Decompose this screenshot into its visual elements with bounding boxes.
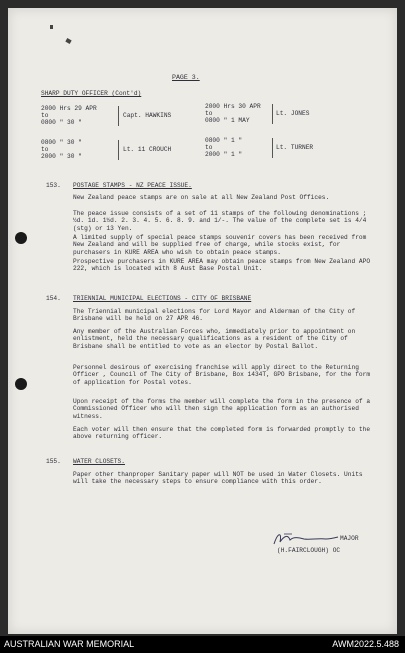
- paragraph: Personnel desirous of exercising franchise will apply direct to the Returning Officer , Council of The City of Brisbane, Box 1434T, GPO Brisbane, for the form of application for Postal votes.: [73, 364, 371, 386]
- bracket: [272, 104, 273, 124]
- roster-to: to: [205, 144, 213, 151]
- roster-to: to: [41, 146, 49, 153]
- punch-hole-top: [15, 232, 27, 244]
- roster-officer: Lt. 11 CROUCH: [123, 146, 172, 153]
- paragraph: New Zealand peace stamps are on sale at all New Zealand Post Offices.: [73, 194, 330, 201]
- roster-until: 0800 " 1 MAY: [205, 117, 250, 124]
- document-page: [8, 8, 397, 634]
- paragraph: A limited supply of special peace stamps souvenir covers has been received from New Zealand and will be supplied free of charge, while stocks exist, for purchasers in KURE AREA who wish to obtain peace stamps.: [73, 234, 367, 256]
- section-number: 153.: [46, 182, 61, 189]
- bracket: [118, 106, 119, 126]
- roster-from: 2000 Hrs 30 APR: [205, 103, 261, 110]
- section-heading: TRIENNIAL MUNICIPAL ELECTIONS - CITY OF BRISBANE: [73, 295, 252, 302]
- roster-to: to: [205, 110, 213, 117]
- archive-footer: [0, 636, 405, 653]
- bracket: [272, 138, 273, 158]
- roster-to: to: [41, 112, 49, 119]
- roster-officer: Capt. HAWKINS: [123, 112, 172, 119]
- roster-from: 0800 " 1 ": [205, 137, 243, 144]
- roster-until: 0800 " 30 ": [41, 119, 82, 126]
- paragraph: Each voter will then ensure that the completed form is forwarded promptly to the above returning officer.: [73, 426, 371, 441]
- signature-name: (H.FAIRCLOUGH) OC: [277, 547, 341, 554]
- bracket: [118, 140, 119, 160]
- roster-officer: Lt. JONES: [276, 110, 310, 117]
- roster-until: 2000 " 30 ": [41, 153, 82, 160]
- handwritten-signature: [270, 530, 340, 548]
- paragraph: The peace issue consists of a set of 11 stamps of the following denominations ; ½d. 1d. 1½d. 2. 3. 4. 5. 6. 8. 9. and 1/-. The value of the complete set is 4/4 (stg) or 13 Yen.: [73, 210, 367, 232]
- section-number: 155.: [46, 458, 61, 465]
- paragraph: Any member of the Australian Forces who, immediately prior to appointment on enlistment, held the necessary qualifications as a resident of the City of Brisbane shall be entitled to vote as an elector by Postal Ballot.: [73, 328, 356, 350]
- punch-hole-bottom: [15, 378, 27, 390]
- roster-until: 2000 " 1 ": [205, 151, 243, 158]
- section-heading: POSTAGE STAMPS - NZ PEACE ISSUE.: [73, 182, 192, 189]
- page-heading: PAGE 3.: [172, 74, 200, 81]
- footer-institution: AUSTRALIAN WAR MEMORIAL: [4, 639, 135, 649]
- paragraph: Prospective purchasers in KURE AREA may obtain peace stamps from New Zealand APO 222, which is located with 8 Aust Base Postal Unit.: [73, 258, 371, 273]
- paragraph: The Triennial municipal elections for Lord Mayor and Alderman of the City of Brisbane will be held on 27 APR 46.: [73, 308, 356, 323]
- section-number: 154.: [46, 295, 61, 302]
- roster-from: 0800 " 30 ": [41, 139, 82, 146]
- section-heading: WATER CLOSETS.: [73, 458, 125, 465]
- section-title: SHARP DUTY OFFICER (Cont'd): [41, 90, 142, 97]
- paragraph: Paper other thanproper Sanitary paper will NOT be used in Water Closets. Units will take the necessary steps to ensure compliance with this order.: [73, 471, 363, 486]
- footer-reference: AWM2022.5.488: [332, 639, 399, 649]
- roster-officer: Lt. TURNER: [276, 144, 314, 151]
- staple-mark: [65, 38, 71, 44]
- roster-from: 2000 Hrs 29 APR: [41, 105, 97, 112]
- signature-rank: MAJOR: [340, 535, 359, 542]
- staple-mark: [50, 25, 53, 29]
- paragraph: Upon receipt of the forms the member will complete the form in the presence of a Commissioned Officer who will then sign the application form as an authorised witness.: [73, 398, 371, 420]
